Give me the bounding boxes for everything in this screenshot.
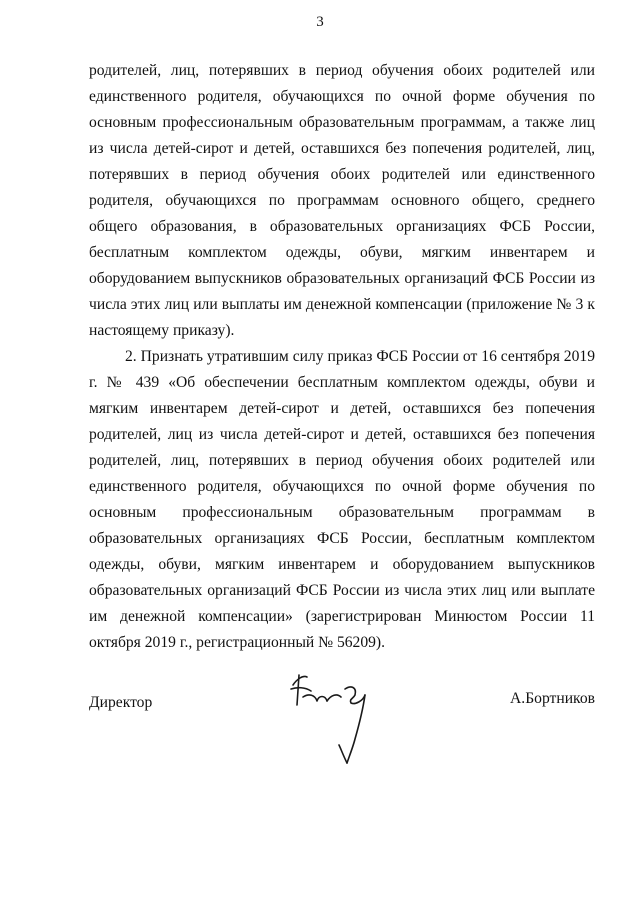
signatory-role: Директор [89, 694, 153, 711]
handwritten-signature [283, 665, 393, 775]
document-body [89, 58, 595, 656]
signatory-name: А.Бортников [510, 690, 595, 707]
page-number: 3 [316, 14, 324, 30]
paragraph-2: 2. Признать утратившим силу приказ ФСБ России от 16 сентября 2019 г. № 439 «Об обеспечении бесплатным комплектом одежды, обуви и мягким инвентарем детей-сирот и детей, оставшихся без попечения родителей, лиц из числа детей-сирот и детей, оставшихся без попечения родителей, лиц, потерявших в период обучения обоих родителей или единственного родителя, обучающихся по очной форме обучения по основным профессиональным образовательным программам в образовательных организациях ФСБ России, бесплатным комплектом одежды, обуви, мягким инвентарем и оборудованием выпускников образовательных организаций ФСБ России из числа этих лиц или выплате им денежной компенсации» (зарегистрирован Минюстом России 11 октября 2019 г., регистрационный № 56209). [89, 348, 595, 651]
paragraph-1-continuation: родителей, лиц, потерявших в период обучения обоих родителей или единственного родителя, обучающихся по очной форме обучения по основным профессиональным образовательным программам, а также лиц из числа детей-сирот и детей, оставшихся без попечения родителей, лиц, потерявших в период обучения обоих родителей или единственного родителя, обучающихся по программам основного общего, среднего общего образования, в образовательных организациях ФСБ России, бесплатным комплектом одежды, обуви, мягким инвентарем и оборудованием выпускников образовательных организаций ФСБ России из числа этих лиц или выплаты им денежной компенсации (приложение № 3 к настоящему приказу). [89, 62, 595, 339]
